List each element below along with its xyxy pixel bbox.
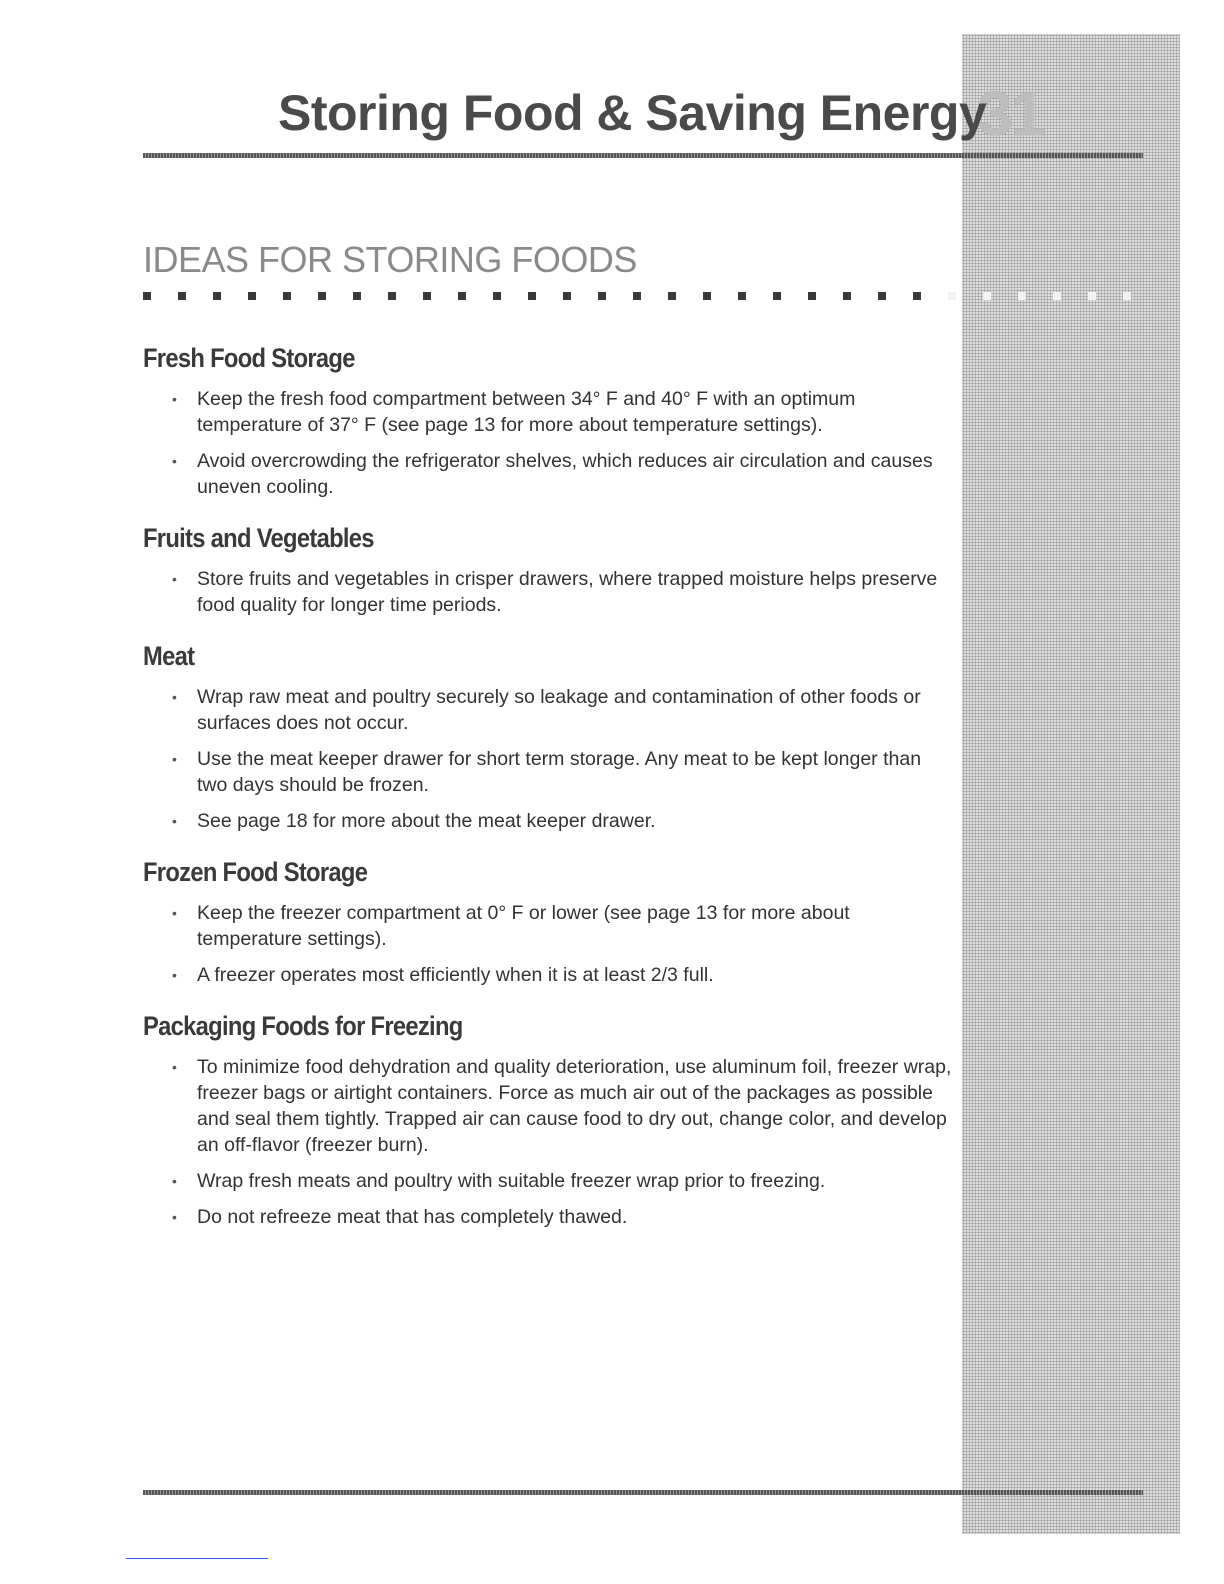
list-item (143, 1168, 953, 1194)
list-item-text: Avoid overcrowding the refrigerator shelves, which reduces air circulation and causes uneven cooling. (197, 450, 933, 498)
list-item-text: Wrap raw meat and poultry securely so leakage and contamination of other foods or surfaces does not occur. (197, 686, 921, 734)
divider-square (493, 292, 501, 300)
list-item (143, 448, 953, 500)
divider-square (773, 292, 781, 300)
divider-square (318, 292, 326, 300)
divider-square (808, 292, 816, 300)
list-item-text: A freezer operates most efficiently when it is at least 2/3 full. (197, 964, 714, 986)
subsection-meat (143, 638, 953, 834)
bullet-icon: • (172, 571, 177, 587)
divider-square (143, 292, 151, 300)
divider-square (213, 292, 221, 300)
list-item (143, 1204, 953, 1230)
list-item (143, 566, 953, 618)
divider-square (528, 292, 536, 300)
list-item-text: Store fruits and vegetables in crisper drawers, where trapped moisture helps preserve food quality for longer time periods. (197, 568, 938, 616)
bullet-list (143, 900, 953, 988)
footer-underline (126, 1558, 268, 1559)
divider-square (423, 292, 431, 300)
bullet-icon: • (172, 391, 177, 407)
subsection-frozen-food-storage (143, 854, 953, 988)
page-title: Storing Food & Saving Energy (278, 85, 987, 141)
divider-square (878, 292, 886, 300)
divider-square (353, 292, 361, 300)
list-item (143, 962, 953, 988)
divider-square (178, 292, 186, 300)
subsection-heading: Fruits and Vegetables (143, 523, 374, 553)
bullet-list (143, 566, 953, 618)
divider-square (563, 292, 571, 300)
subsection-packaging-foods-for-freezing (143, 1008, 953, 1230)
list-item-text: Use the meat keeper drawer for short term storage. Any meat to be kept longer than two days should be frozen. (197, 748, 922, 796)
page-number: 31 (978, 80, 1043, 149)
divider-square (598, 292, 606, 300)
divider-square (1123, 292, 1131, 300)
list-item (143, 900, 953, 952)
divider-square (703, 292, 711, 300)
subsection-heading: Packaging Foods for Freezing (143, 1011, 463, 1041)
divider-square (1018, 292, 1026, 300)
list-item (143, 808, 953, 834)
bullet-icon: • (172, 813, 177, 829)
subsection-fresh-food-storage (143, 340, 953, 500)
section-title: IDEAS FOR STORING FOODS (143, 239, 637, 280)
subsection-heading: Fresh Food Storage (143, 343, 355, 373)
list-item-text: Do not refreeze meat that has completely thawed. (197, 1206, 628, 1228)
list-item (143, 746, 953, 798)
bullet-list (143, 1054, 953, 1230)
square-divider (143, 292, 1143, 302)
bullet-icon: • (172, 1209, 177, 1225)
list-item-text: Wrap fresh meats and poultry with suitable freezer wrap prior to freezing. (197, 1170, 826, 1192)
divider-square (913, 292, 921, 300)
bullet-icon: • (172, 689, 177, 705)
divider-square (388, 292, 396, 300)
bullet-icon: • (172, 751, 177, 767)
bullet-icon: • (172, 453, 177, 469)
list-item (143, 386, 953, 438)
divider-square (458, 292, 466, 300)
divider-square (983, 292, 991, 300)
bullet-icon: • (172, 1059, 177, 1075)
divider-square (668, 292, 676, 300)
divider-square (1053, 292, 1061, 300)
list-item-text: Keep the freezer compartment at 0° F or lower (see page 13 for more about temperature settings). (197, 902, 850, 950)
bullet-icon: • (172, 967, 177, 983)
subsection-heading: Meat (143, 641, 195, 671)
bullet-list (143, 684, 953, 834)
bullet-list (143, 386, 953, 500)
list-item-text: See page 18 for more about the meat keeper drawer. (197, 810, 656, 832)
divider-square (1088, 292, 1096, 300)
list-item (143, 684, 953, 736)
sidebar-halftone-band (962, 34, 1180, 1534)
divider-square (948, 292, 956, 300)
divider-square (283, 292, 291, 300)
main-content (143, 340, 953, 1250)
subsection-heading: Frozen Food Storage (143, 857, 368, 887)
bullet-icon: • (172, 1173, 177, 1189)
divider-square (248, 292, 256, 300)
divider-square (633, 292, 641, 300)
list-item-text: Keep the fresh food compartment between 34° F and 40° F with an optimum temperature of 37° F (see page 13 for more about temperature settings). (197, 388, 856, 436)
header-divider (143, 153, 1143, 158)
bullet-icon: • (172, 905, 177, 921)
list-item (143, 1054, 953, 1158)
divider-square (738, 292, 746, 300)
list-item-text: To minimize food dehydration and quality deterioration, use aluminum foil, freezer wrap, freezer bags or airtight containers. Force as much air out of the packages as possible and seal them tightly. Trapped air can cause food to dry out, change color, and develop an off-flavor (freezer burn). (197, 1056, 952, 1156)
subsection-fruits-and-vegetables (143, 520, 953, 618)
footer-divider (143, 1490, 1143, 1495)
divider-square (843, 292, 851, 300)
